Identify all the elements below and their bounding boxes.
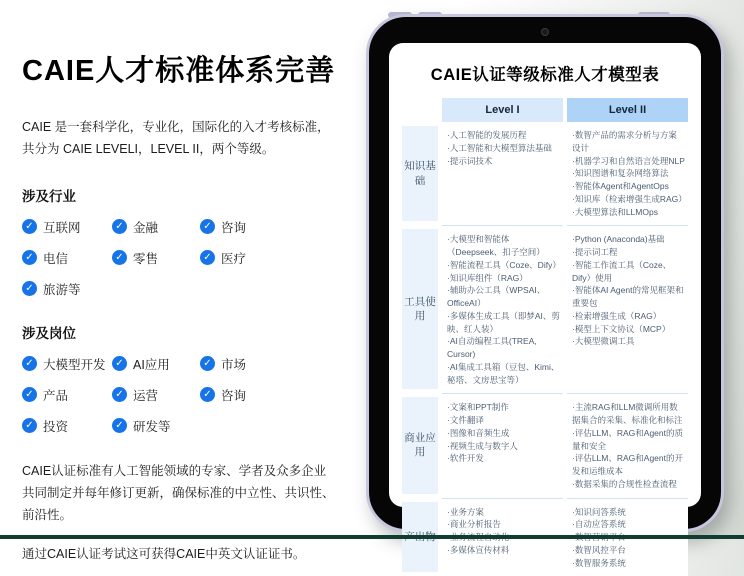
bullet-item: ·智能体Agent和AgentOps: [572, 180, 685, 193]
level2-cell: [567, 122, 688, 225]
industry-item: [22, 218, 112, 236]
bullet-item: ·提示词技术: [447, 155, 560, 168]
bullet-item: ·知识图谱和复杂网络算法: [572, 167, 685, 180]
check-icon: ✓: [200, 387, 215, 402]
check-icon: ✓: [200, 219, 215, 234]
bullet-item: ·自动应答系统: [572, 518, 685, 531]
bullet-item: ·知识问答系统: [572, 506, 685, 519]
bullet-item: ·智能流程工具（Coze、Dify）: [447, 259, 560, 272]
level2-header: Level II: [567, 98, 688, 122]
check-icon: ✓: [200, 356, 215, 371]
industry-item: [112, 249, 200, 267]
bullet-item: ·机器学习和自然语言处理NLP: [572, 155, 685, 168]
position-item: [112, 386, 200, 404]
check-icon: ✓: [112, 356, 127, 371]
bullet-item: ·检索增强生成（RAG）: [572, 310, 685, 323]
row-label: 工具使用: [402, 229, 438, 389]
bullet-item: ·评估LLM、RAG和Agent的开发和运维成本: [572, 452, 685, 478]
check-icon: ✓: [112, 418, 127, 433]
header-spacer: [402, 98, 438, 122]
position-item: [200, 386, 338, 404]
bullet-item: ·商业分析报告: [447, 518, 560, 531]
level1-cell: [442, 122, 563, 225]
bullet-item: ·大模型和智能体（Deepseek、扣子空间）: [447, 233, 560, 259]
level2-cell: [567, 393, 688, 497]
certification-table: [402, 98, 688, 576]
standards-paragraph: CAIE认证标准有人工智能领域的专家、学者及众多企业共同制定并每年修订更新，确保标准的中立性、共识性、前沿性。: [22, 461, 338, 527]
bullet-item: ·智能体AI Agent的常见框架和重要包: [572, 284, 685, 310]
tablet-frame: [366, 14, 724, 532]
bullet-item: ·评估LLM、RAG和Agent的质量和安全: [572, 427, 685, 453]
level1-cell: [442, 393, 563, 497]
check-icon: ✓: [22, 418, 37, 433]
position-item: [112, 355, 200, 373]
bullet-item: ·Python (Anaconda)基础: [572, 233, 685, 246]
bullet-item: ·业务方案: [447, 506, 560, 519]
row-label: 知识基础: [402, 126, 438, 221]
bullet-item: ·大模型微调工具: [572, 335, 685, 348]
bullet-item: ·智能工作流工具（Coze、Dify）使用: [572, 259, 685, 285]
position-label: 大模型开发: [43, 355, 106, 373]
positions-heading: 涉及岗位: [22, 322, 338, 342]
check-icon: ✓: [112, 250, 127, 265]
bullet-item: ·大模型算法和LLMOps: [572, 206, 685, 219]
industry-label: 金融: [133, 218, 158, 236]
check-icon: ✓: [22, 387, 37, 402]
industry-label: 旅游等: [43, 280, 81, 298]
bullet-item: ·AI集成工具箱（豆包、Kimi、秘塔、文房思宝等）: [447, 361, 560, 387]
level1-header: Level I: [442, 98, 563, 122]
bullet-item: ·主流RAG和LLM微调所用数据集合的采集、标准化和标注: [572, 401, 685, 427]
industry-item: [22, 280, 112, 298]
tablet-screen: [389, 43, 701, 507]
bullet-item: ·提示词工程: [572, 246, 685, 259]
tablet-mockup: [366, 10, 724, 532]
position-label: 运营: [133, 386, 158, 404]
bullet-item: ·软件开发: [447, 452, 560, 465]
intro-paragraph: CAIE 是一套科学化，专业化，国际化的入才考核标准，共分为 CAIE LEVELI，LEVEL II，两个等级。: [22, 117, 338, 161]
position-item: [22, 417, 112, 435]
industry-item: [200, 218, 338, 236]
position-label: 产品: [43, 386, 68, 404]
check-icon: ✓: [22, 250, 37, 265]
level1-cell: [442, 225, 563, 393]
industry-label: 互联网: [43, 218, 81, 236]
industry-label: 电信: [43, 249, 68, 267]
bullet-item: ·人工智能的发展历程: [447, 129, 560, 142]
bullet-item: ·文案和PPT制作: [447, 401, 560, 414]
check-icon: ✓: [22, 281, 37, 296]
position-item: [22, 386, 112, 404]
bullet-item: ·图像和音频生成: [447, 427, 560, 440]
check-icon: ✓: [200, 250, 215, 265]
bullet-item: ·数智产品的需求分析与方案设计: [572, 129, 685, 155]
bullet-item: ·AI自动编程工具(TREA, Cursor): [447, 335, 560, 361]
left-panel: [22, 48, 338, 566]
position-item: [200, 355, 338, 373]
industry-label: 零售: [133, 249, 158, 267]
page-title: CAIE人才标准体系完善: [22, 48, 338, 89]
check-icon: ✓: [22, 356, 37, 371]
bullet-item: ·人工智能和大模型算法基础: [447, 142, 560, 155]
check-icon: ✓: [112, 387, 127, 402]
table-row-knowledge: [402, 122, 688, 225]
position-label: 咨询: [221, 386, 246, 404]
position-label: 投资: [43, 417, 68, 435]
bullet-item: ·知识库组件（RAG）: [447, 272, 560, 285]
bullet-item: ·辅助办公工具（WPSAI、OfficeAI）: [447, 284, 560, 310]
bullet-item: ·模型上下文协议（MCP）: [572, 323, 685, 336]
bullet-item: ·数据采集的合规性检查流程: [572, 478, 685, 491]
certificate-paragraph: 通过CAIE认证考试这可获得CAIE中英文认证证书。: [22, 544, 338, 566]
bullet-item: ·知识库（检索增强生成RAG）: [572, 193, 685, 206]
slide-bottom-edge: [0, 535, 744, 539]
bullet-item: ·数智服务系统: [572, 557, 685, 570]
table-header-row: [402, 98, 688, 122]
position-item: [112, 417, 200, 435]
position-label: 市场: [221, 355, 246, 373]
position-label: AI应用: [133, 355, 170, 373]
position-label: 研发等: [133, 417, 171, 435]
industry-label: 咨询: [221, 218, 246, 236]
table-row-tools: [402, 225, 688, 393]
positions-grid: [22, 355, 338, 435]
position-item: [22, 355, 112, 373]
check-icon: ✓: [112, 219, 127, 234]
bullet-item: ·文件翻译: [447, 414, 560, 427]
bullet-item: ·视频生成与数字人: [447, 440, 560, 453]
camera-icon: [541, 28, 549, 36]
level2-cell: [567, 225, 688, 393]
row-label: 商业应用: [402, 397, 438, 493]
table-row-business: [402, 393, 688, 497]
bullet-item: ·多媒体生成工具（即梦AI、剪映、红人装）: [447, 310, 560, 336]
check-icon: ✓: [22, 219, 37, 234]
table-title: CAIE认证等级标准人才模型表: [402, 61, 688, 85]
industries-heading: 涉及行业: [22, 185, 338, 205]
industries-grid: [22, 218, 338, 298]
industry-label: 医疗: [221, 249, 246, 267]
bullet-item: ·数智风控平台: [572, 544, 685, 557]
industry-item: [200, 249, 338, 267]
industry-item: [112, 218, 200, 236]
bullet-item: ·多媒体宣传材料: [447, 544, 560, 557]
industry-item: [22, 249, 112, 267]
